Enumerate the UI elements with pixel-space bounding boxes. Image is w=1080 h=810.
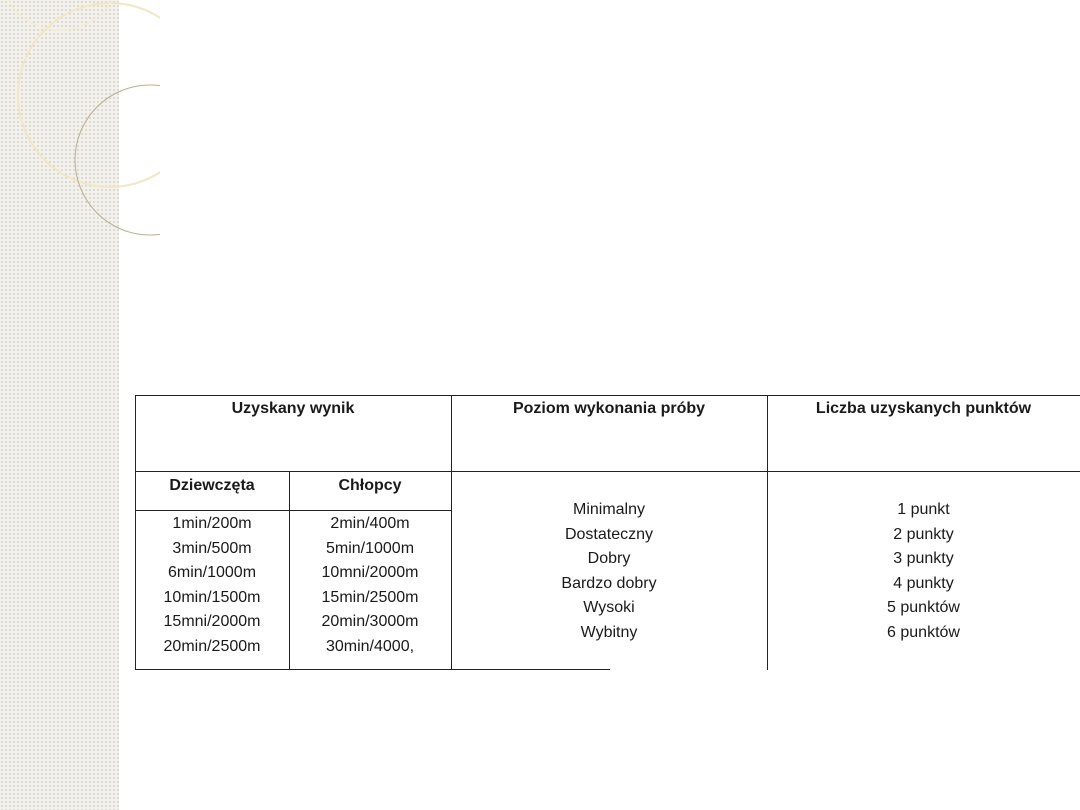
subheader-girls: Dziewczęta <box>169 477 255 494</box>
list-item: 2min/400m <box>330 515 410 532</box>
list-item: 10min/1500m <box>163 588 261 606</box>
list-item: Dobry <box>587 550 631 567</box>
list-item: 1min/200m <box>172 515 252 532</box>
list-item: 3 punkty <box>893 550 954 567</box>
table-header-divider <box>135 471 1080 472</box>
subheader-boys: Chłopcy <box>338 477 402 494</box>
table-subheader-divider <box>135 510 451 511</box>
list-item: Minimalny <box>572 501 645 518</box>
column-levels <box>451 498 767 645</box>
column-boys <box>289 512 451 659</box>
list-item: Wybitny <box>580 623 638 641</box>
list-item: 15mni/2000m <box>163 613 261 630</box>
list-item: 2 punkty <box>893 525 954 543</box>
list-item: 15min/2500m <box>321 588 419 606</box>
list-item: 3min/500m <box>172 539 252 557</box>
header-result: Uzyskany wynik <box>231 400 355 417</box>
table-border-top <box>135 395 1080 396</box>
column-points <box>767 498 1080 645</box>
header-level: Poziom wykonania próby <box>512 400 706 417</box>
table-bottom-left <box>135 669 610 670</box>
list-item: 20min/2500m <box>163 637 261 655</box>
results-table <box>135 395 1080 670</box>
decorative-circles <box>0 0 160 260</box>
list-item: Wysoki <box>583 599 635 616</box>
header-points: Liczba uzyskanych punktów <box>815 400 1032 417</box>
list-item: 5min/1000m <box>325 539 415 557</box>
list-item: 4 punkty <box>893 574 954 592</box>
list-item: 10mni/2000m <box>321 564 419 581</box>
list-item: 1 punkt <box>897 501 950 518</box>
list-item: 30min/4000, <box>325 637 415 655</box>
list-item: 6min/1000m <box>167 564 257 581</box>
list-item: 6 punktów <box>887 623 960 641</box>
list-item: Dostateczny <box>564 525 654 543</box>
list-item: 5 punktów <box>887 599 960 616</box>
column-girls <box>135 512 289 659</box>
list-item: Bardzo dobry <box>561 574 657 592</box>
list-item: 20min/3000m <box>321 613 419 630</box>
